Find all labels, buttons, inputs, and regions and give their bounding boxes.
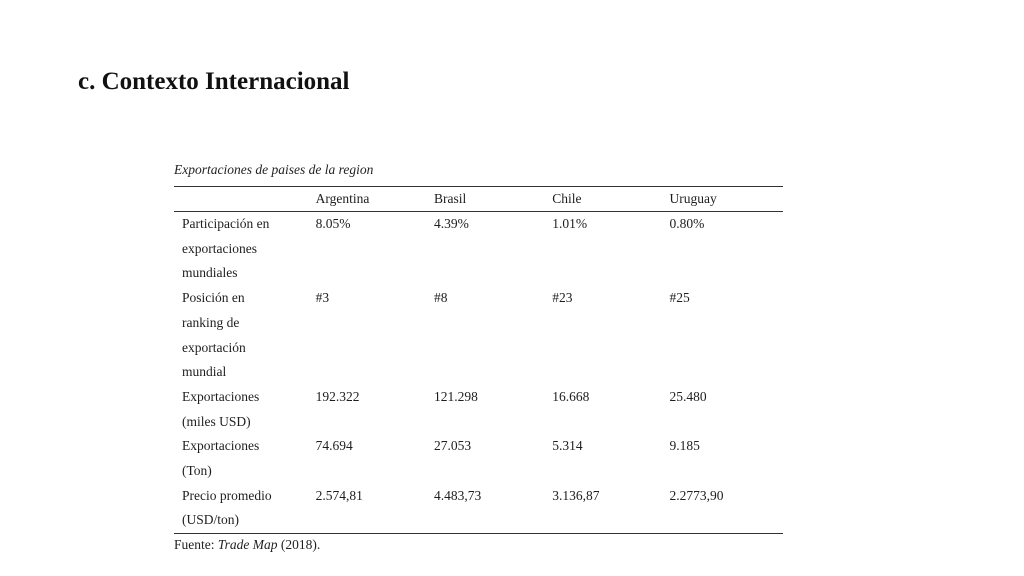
row-label <box>174 434 316 483</box>
source-suffix: (2018). <box>277 537 321 552</box>
table-cell: 27.053 <box>433 438 472 454</box>
header-cell-brasil: Brasil <box>434 187 552 212</box>
table-cell: 192.322 <box>315 388 360 404</box>
header-cell-empty <box>174 187 316 212</box>
row-label-line: Posición en <box>182 290 245 306</box>
table-cell: 2.574,81 <box>316 484 434 534</box>
table-cell: 25.480 <box>669 388 707 404</box>
table-cell: 4.39% <box>433 216 469 231</box>
row-label-line: Participación en <box>182 216 270 231</box>
table-cell: #25 <box>669 290 690 306</box>
source-name: Trade Map <box>217 537 278 552</box>
table-cell: 3.136,87 <box>552 484 669 534</box>
row-label <box>174 212 316 287</box>
row-label-line: (USD/ton) <box>182 512 239 528</box>
row-label-line: (Ton) <box>182 463 212 479</box>
table-cell: 1.01% <box>552 216 588 231</box>
table-cell: #3 <box>315 290 330 306</box>
exports-table-container <box>174 186 783 534</box>
table-cell: 5.314 <box>552 438 583 454</box>
table-cell: 8.05% <box>315 216 351 231</box>
row-label-line: exportación <box>182 339 246 355</box>
table-row <box>174 434 783 483</box>
row-label <box>174 484 316 534</box>
exports-table <box>174 186 783 534</box>
source-note <box>174 537 320 553</box>
slide-title: c. Contexto Internacional <box>78 68 350 95</box>
table-cell: 9.185 <box>669 438 700 454</box>
header-cell-chile: Chile <box>552 187 669 212</box>
table-cell: 74.694 <box>315 438 353 454</box>
header-cell-uruguay: Uruguay <box>669 187 783 212</box>
row-label-line: Exportaciones <box>182 388 260 404</box>
row-label-line: Precio promedio <box>182 487 272 503</box>
row-label <box>174 286 316 385</box>
table-body <box>174 212 783 534</box>
table-header <box>174 187 783 212</box>
table-cell: 121.298 <box>433 388 478 404</box>
row-label-line: exportaciones <box>182 240 257 256</box>
header-cell-argentina: Argentina <box>316 187 434 212</box>
table-row <box>174 484 783 534</box>
table-caption: Exportaciones de paises de la region <box>174 162 374 177</box>
table-row <box>174 385 783 434</box>
row-label-line: ranking de <box>182 314 240 330</box>
row-label <box>174 385 316 434</box>
header-row <box>174 187 783 212</box>
table-cell: #23 <box>552 290 573 306</box>
row-label-line: (miles USD) <box>182 413 251 429</box>
table-row <box>174 212 783 287</box>
row-label-line: mundial <box>182 364 227 380</box>
table-row <box>174 286 783 385</box>
table-cell: 4.483,73 <box>434 484 552 534</box>
table-cell: 16.668 <box>552 388 590 404</box>
row-label-line: mundiales <box>182 265 238 281</box>
row-label-line: Exportaciones <box>182 438 260 454</box>
table-cell: 2.2773,90 <box>669 484 783 534</box>
source-prefix: Fuente: <box>174 537 218 552</box>
table-cell: #8 <box>433 290 448 306</box>
table-cell: 0.80% <box>669 216 705 231</box>
